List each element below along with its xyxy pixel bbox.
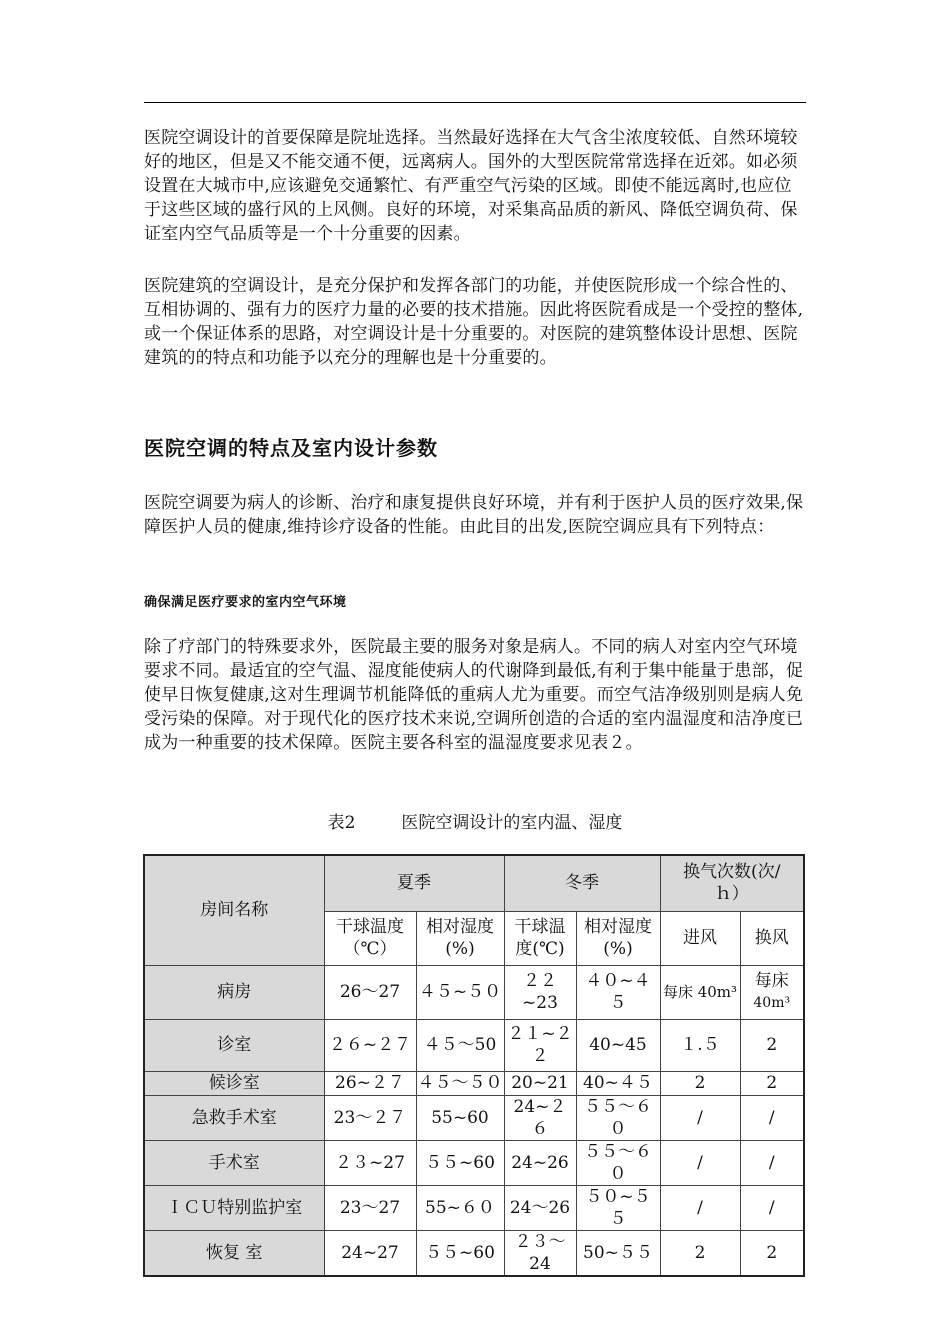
section-heading: 医院空调的特点及室内设计参数: [144, 436, 438, 460]
inflow: /: [660, 1185, 740, 1230]
header-summer-rh: 相对湿度 (%): [416, 911, 504, 965]
header-winter: 冬季: [504, 855, 660, 911]
table-row: [144, 965, 804, 1019]
exchange: 2: [740, 1019, 804, 1071]
table-caption-number: 表2: [327, 813, 356, 833]
winter-rh: 40~４５: [576, 1071, 660, 1095]
summer-dry-bulb: 26～27: [324, 965, 416, 1019]
summer-rh: 55~６０: [416, 1185, 504, 1230]
summer-dry-bulb: 23～27: [324, 1185, 416, 1230]
paragraph-design-philosophy: 医院建筑的空调设计，是充分保护和发挥各部门的功能，并使医院形成一个综合性的、互相协调的、强有力的医疗力量的必要的技术措施。因此将医院看成是一个受控的整体,或一个保证体系的思路，对空调设计是十分重要的。对医院的建筑整体设计思想、医院建筑的的特点和功能予以充分的理解也是十分重要的。: [144, 276, 804, 368]
paragraph-site-selection: 医院空调设计的首要保障是院址选择。当然最好选择在大气含尘浓度较低、自然环境较好的地区，但是又不能交通不便，远离病人。国外的大型医院常常选择在近郊。如必须设置在大城市中,应该避免交通繁忙、有严重空气污染的区域。即使不能远离时,也应位于这些区域的盛行风的上风侧。良好的环境，对采集高品质的新风、降低空调负荷、保证室内空气品质等是一个十分重要的因素。: [144, 128, 798, 244]
header-summer-dry-bulb: 干球温度 （℃）: [324, 911, 416, 965]
temperature-humidity-table: [143, 854, 805, 1277]
summer-rh: ４５～５０: [417, 1073, 503, 1093]
winter-dry-bulb: 20~21: [504, 1071, 576, 1095]
summer-rh: ５５~60: [416, 1230, 504, 1276]
paragraph-indoor-environment: 除了疗部门的特殊要求外，医院最主要的服务对象是病人。不同的病人对室内空气环境要求不同。最适宜的空气温、湿度能使病人的代谢降到最低,有利于集中能量于患部，促使早日恢复健康,这对生理调节机能降低的重病人尤为重要。而空气洁净级别则是病人免受污染的保障。对于现代化的医疗技术来说,空调所创造的合适的室内温湿度和洁净度已成为一种重要的技术保障。医院主要各科室的温湿度要求见表２。: [144, 637, 804, 753]
header-air-change: [660, 855, 804, 911]
room-name: 病房: [144, 965, 324, 1019]
header-winter-dry-bulb: 干球温 度(℃): [504, 911, 576, 965]
winter-rh: ４０~４５: [576, 965, 660, 1019]
subsection-heading: 确保满足医疗要求的室内空气环境: [144, 595, 347, 610]
winter-rh: ５５～６０: [576, 1095, 660, 1140]
summer-rh: ５５~60: [416, 1140, 504, 1185]
room-name: ＩＣＵ特别监护室: [144, 1185, 324, 1230]
paragraph-characteristics: 医院空调要为病人的诊断、治疗和康复提供良好环境，并有利于医护人员的医疗效果,保障医护人员的健康,维持诊疗设备的性能。由此目的出发,医院空调应具有下列特点：: [144, 493, 804, 537]
header-winter-rh: 相对湿度 (%): [576, 911, 660, 965]
table-row: [144, 1095, 804, 1140]
room-name: 候诊室: [144, 1071, 324, 1095]
summer-dry-bulb: 26~２７: [324, 1071, 416, 1095]
summer-rh: 55~60: [416, 1095, 504, 1140]
winter-dry-bulb: ２２~23: [504, 965, 576, 1019]
header-room-name: 房间名称: [144, 855, 324, 965]
table-caption: [0, 808, 950, 833]
room-name: 手术室: [144, 1140, 324, 1185]
exchange: /: [740, 1140, 804, 1185]
inflow: １.５: [660, 1019, 740, 1071]
table-row: [144, 1185, 804, 1230]
room-name: 恢复 室: [144, 1230, 324, 1276]
exchange: /: [740, 1185, 804, 1230]
exchange: /: [740, 1095, 804, 1140]
summer-dry-bulb: ２３~27: [324, 1140, 416, 1185]
winter-dry-bulb: ２１~２ ２: [504, 1019, 576, 1071]
inflow: /: [660, 1095, 740, 1140]
header-inflow: 进风: [660, 911, 740, 965]
summer-dry-bulb: ２６~２７: [324, 1019, 416, 1071]
summer-dry-bulb: 24~27: [324, 1230, 416, 1276]
winter-rh: ５０~５５: [576, 1185, 660, 1230]
header-summer: 夏季: [324, 855, 504, 911]
exchange: 2: [740, 1071, 804, 1095]
exchange: 2: [740, 1230, 804, 1276]
room-name: 诊室: [144, 1019, 324, 1071]
winter-dry-bulb: 24～26: [504, 1185, 576, 1230]
exchange: 每床 40m³: [740, 965, 804, 1019]
table-caption-title: 医院空调设计的室内温、湿度: [401, 813, 623, 833]
inflow: 2: [660, 1071, 740, 1095]
table-row: [144, 1140, 804, 1185]
room-name: 急救手术室: [144, 1095, 324, 1140]
summer-rh: ４５~５０: [416, 965, 504, 1019]
table-row: [144, 1230, 804, 1276]
header-exchange: 换风: [740, 911, 804, 965]
table-row: [144, 1019, 804, 1071]
winter-rh: ５５～６０: [576, 1140, 660, 1185]
inflow: 每床 40m³: [660, 965, 740, 1019]
winter-rh: 50~５５: [576, 1230, 660, 1276]
inflow: /: [660, 1140, 740, 1185]
winter-rh: 40~45: [576, 1019, 660, 1071]
summer-rh: ４５～50: [416, 1019, 504, 1071]
header-air-change-line2: ｈ）: [714, 884, 749, 905]
winter-dry-bulb: 24~26: [504, 1140, 576, 1185]
winter-dry-bulb: ２３～24: [504, 1230, 576, 1276]
table-row: [144, 1071, 804, 1095]
summer-dry-bulb: 23～２７: [324, 1095, 416, 1140]
inflow: 2: [660, 1230, 740, 1276]
winter-dry-bulb: 24~２６: [504, 1095, 576, 1140]
header-rule: [144, 102, 806, 103]
header-air-change-line1: 换气次数(次/: [683, 862, 781, 883]
